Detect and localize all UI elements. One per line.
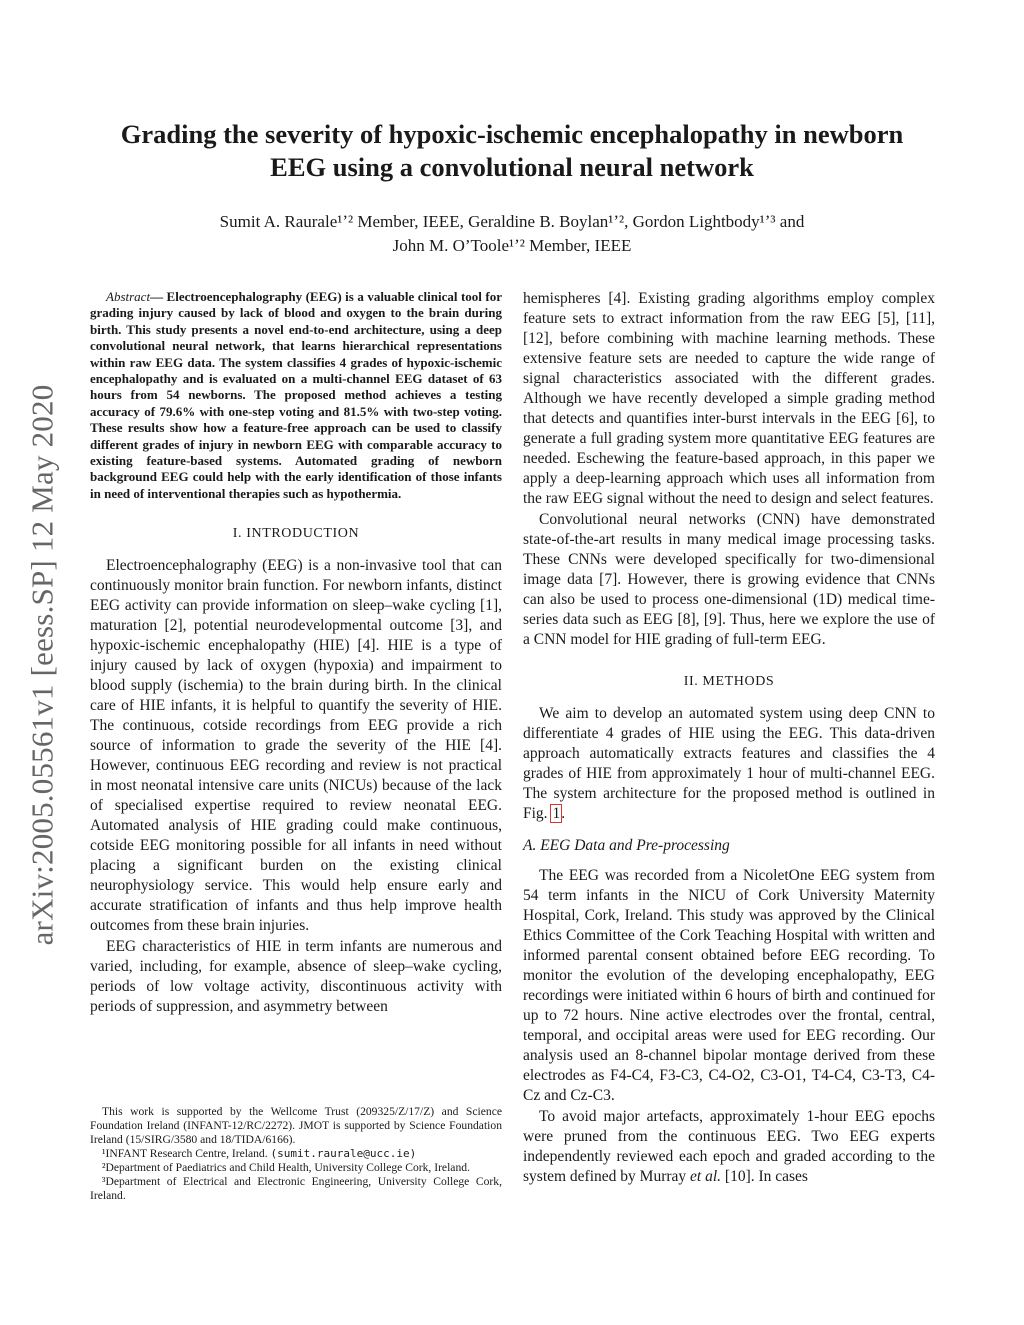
- title-line-1: Grading the severity of hypoxic-ischemic encephalopathy in newborn: [120, 119, 904, 149]
- abstract-text: — Electroencephalography (EEG) is a valuable clinical tool for grading injury caused by lack of blood and oxygen to the brain during birth. This study presents a novel end-to-end architecture, using a deep convolutional neural network, that learns hierarchical representations within raw EEG data. The system classifies 4 grades of hypoxic-ischemic encephalopathy and is evaluated on a multi-channel EEG dataset of 63 hours from 54 newborns. The proposed method achieves a testing accuracy of 79.6% with one-step voting and 81.5% with two-step voting. These results show how a feature-free approach can be used to classify different grades of injury in newborn EEG with comparable accuracy to existing feature-based systems. Automated grading of newborn background EEG could help with the early identification of those infants in need of interventional therapies such as hypothermia.: [90, 289, 502, 501]
- data-text: To avoid major artefacts, approximately 1-hour EEG epochs were pruned from the continuous EEG. Two EEG experts independently reviewed each epoch and graded according to the system defined by Murray: [523, 1108, 935, 1185]
- arxiv-side-identifier: [22, 340, 62, 990]
- data-paragraph-1: The EEG was recorded from a NicoletOne EEG system from 54 term infants in the NICU of Cork University Maternity Hospital, Cork, Ireland. This study was approved by the Clinical Ethics Committee of the Cork Teaching Hospital with written and informed parental consent obtained before EEG recording. To monitor the evolution of the developing encephalopathy, EEG recordings were initiated within 6 hours of birth and continued for up to 72 hours. Nine active electrodes over the frontal, central, temporal, and occipital areas were used for EEG recording. Our analysis used an 8-channel bipolar montage derived from these electrodes as F4-C4, F3-C3, C4-O2, C3-O1, T4-C4, C3-T3, C4-Cz and Cz-C3.: [523, 867, 935, 1104]
- footnote-1: [90, 1147, 502, 1161]
- footnote-3: ³Department of Electrical and Electronic Engineering, University College Cork, Ireland.: [90, 1175, 502, 1202]
- title-line-2: EEG using a convolutional neural network: [270, 152, 754, 182]
- methods-paragraph-1: [523, 704, 935, 824]
- paper-title: [90, 118, 934, 184]
- footnote-funding: This work is supported by the Wellcome Trust (209325/Z/17/Z) and Science Foundation Ireland (INFANT-12/RC/2272). JMOT is supported by Science Foundation Ireland (15/SIRG/3580 and 18/TIDA/6166).: [90, 1105, 502, 1146]
- arxiv-id-text: arXiv:2005.05561v1 [eess.SP] 12 May 2020: [24, 384, 60, 946]
- data-text-italic: et al.: [690, 1168, 722, 1185]
- methods-text: We aim to develop an automated system using deep CNN to differentiate 4 grades of HIE using the EEG. This data-driven approach automatically extracts features and classifies the 4 grades of HIE from approximately 1 hour of multi-channel EEG. The system architecture for the proposed method is outlined in Fig.: [523, 705, 935, 822]
- author-list: [90, 210, 934, 258]
- methods-text-end: .: [561, 805, 566, 822]
- footnote-1-email: (sumit.raurale@ucc.ie): [270, 1147, 417, 1160]
- left-column: [90, 289, 502, 1017]
- abstract-label: Abstract: [106, 289, 151, 304]
- subsection-heading-eeg-data: A. EEG Data and Pre-processing: [523, 837, 730, 854]
- intro-paragraph-3: hemispheres [4]. Existing grading algorithms employ complex feature sets to extract information from the raw EEG [5], [11], [12], before combining with machine learning methods. These extensive feature sets are needed to capture the wide range of signal characteristics associated with the different grades. Although we have recently developed a simple grading method that detects and quantifies inter-burst intervals in the EEG [6], to generate a full grading system more quantitative EEG features are needed. Eschewing the feature-based approach, in this paper we apply a deep-learning approach which uses all information from the raw EEG signal without the need to design and select features.: [523, 290, 935, 507]
- abstract: [90, 289, 502, 502]
- authors-line-2: John M. O’Toole¹ʼ² Member, IEEE: [392, 236, 632, 255]
- section-heading-introduction: I. INTRODUCTION: [232, 526, 360, 542]
- authors-line-1: Sumit A. Raurale¹ʼ² Member, IEEE, Geraldine B. Boylan¹ʼ², Gordon Lightbody¹ʼ³ and: [219, 212, 805, 231]
- footnote-1-text: ¹INFANT Research Centre, Ireland.: [102, 1147, 271, 1160]
- footnote-2: ²Department of Paediatrics and Child Health, University College Cork, Ireland.: [102, 1161, 470, 1174]
- intro-paragraph-1: Electroencephalography (EEG) is a non-invasive tool that can continuously monitor brain function. For newborn infants, distinct EEG activity can provide information on sleep–wake cycling [1], maturation [2], potential neurodevelopmental outcome [3], and hypoxic-ischemic encephalopathy (HIE) [4]. HIE is a type of injury caused by lack of oxygen (hypoxia) and impairment to blood supply (ischemia) to the brain during birth. In the clinical care of HIE infants, it is helpful to quantify the severity of HIE. The continuous, cotside recordings from EEG provide a rich source of information to grade the severity of the HIE [4]. However, continuous EEG recording and review is not practical in most neonatal intensive care units (NICUs) because of the lack of specialised expertise required to review neonatal EEG. Automated analysis of HIE grading could make continuous, cotside EEG monitoring possible for all infants in need without placing a significant burden on the existing clinical neurophysiology service. This would help ensure early and accurate stratification of infants and thus help improve health outcomes from these brain injuries.: [90, 557, 502, 935]
- right-column: [523, 289, 935, 1187]
- figure-1-link[interactable]: 1: [552, 805, 561, 822]
- intro-paragraph-4: Convolutional neural networks (CNN) have demonstrated state-of-the-art results in many medical image processing tasks. These CNNs were developed specifically for two-dimensional image data [7]. However, there is growing evidence that CNNs can also be used to process one-dimensional (1D) medical time-series data such as EEG [8], [9]. Thus, here we explore the use of a CNN model for HIE grading of full-term EEG.: [523, 511, 935, 648]
- section-heading-methods: II. METHODS: [683, 674, 775, 689]
- data-text-end: [10]. In cases: [721, 1168, 808, 1185]
- footnotes: [90, 1105, 502, 1203]
- intro-paragraph-2: EEG characteristics of HIE in term infants are numerous and varied, including, for example, absence of sleep–wake cycling, periods of low voltage activity, discontinuous activity with periods of suppression, and asymmetry between: [90, 938, 502, 1016]
- data-paragraph-2: [523, 1107, 935, 1187]
